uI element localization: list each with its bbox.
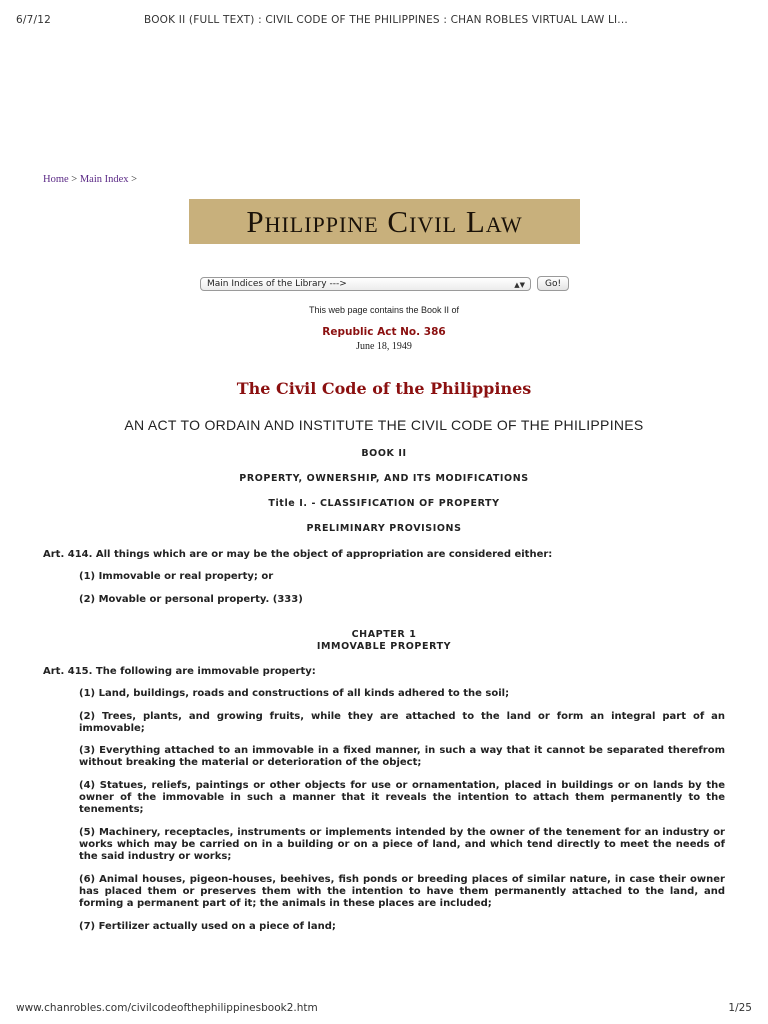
breadcrumb-main-index-link[interactable]: Main Index [79,174,129,185]
article-415-item: (1) Land, buildings, roads and constructions of all kinds adhered to the soil; [79,688,510,699]
article-415-item: (6) Animal houses, pigeon-houses, beehives, fish ponds or breeding places of similar nature, in case their owner has placed them or preserves them with the intention to have them permanently attached to the land, and forming a permanent part of it; the animals in these places are included; [79,874,725,909]
article-414: Art. 414. All things which are or may be the object of appropriation are considered either: [43,549,553,560]
title-heading: Title I. - CLASSIFICATION OF PROPERTY [268,498,500,509]
print-url: www.chanrobles.com/civilcodeofthephilippinesbook2.htm [16,1002,318,1014]
library-index-select[interactable] [200,277,531,291]
intro-text: This web page contains the Book II of [308,305,460,315]
print-page-number: 1/25 [728,1002,752,1014]
article-415-item: (5) Machinery, receptacles, instruments or implements intended by the owner of the tenement for an industry or works which may be carried on in a building or on a piece of land, and which tend directly to meet the needs of the said industry or works; [79,827,725,862]
code-title: The Civil Code of the Philippines [236,379,532,398]
print-page-title: BOOK II (FULL TEXT) : CIVIL CODE OF THE PHILIPPINES : CHAN ROBLES VIRTUAL LAW LI... [144,14,628,26]
breadcrumb-separator: > [131,174,138,185]
preliminary-heading: PRELIMINARY PROVISIONS [306,523,462,534]
act-number: Republic Act No. 386 [322,326,446,338]
article-415: Art. 415. The following are immovable property: [43,666,316,677]
select-value: Main Indices of the Library ---> [207,278,347,289]
banner-text: Philippine Civil Law [246,203,523,239]
chapter-heading [0,629,768,653]
print-date: 6/7/12 [16,14,51,26]
book-heading: BOOK II [361,448,407,459]
breadcrumb-home-link[interactable]: Home [43,174,69,185]
site-banner-logo [189,199,580,244]
article-414-item: (2) Movable or personal property. (333) [79,594,303,605]
article-415-item: (3) Everything attached to an immovable in a fixed manner, in such a way that it cannot be separated therefrom without breaking the material or deterioration of the object; [79,745,725,768]
property-heading: PROPERTY, OWNERSHIP, AND ITS MODIFICATIONS [239,473,529,484]
go-button[interactable]: Go! [537,276,569,291]
article-414-item: (1) Immovable or real property; or [79,571,274,582]
act-title: AN ACT TO ORDAIN AND INSTITUTE THE CIVIL CODE OF THE PHILIPPINES [124,417,644,433]
article-415-item: (2) Trees, plants, and growing fruits, while they are attached to the land or form an integral part of an immovable; [79,711,725,734]
select-arrows-icon: ▲▼ [514,280,525,289]
chapter-name: IMMOVABLE PROPERTY [316,641,452,652]
breadcrumb [43,174,137,185]
library-nav [200,276,569,291]
article-415-item: (7) Fertilizer actually used on a piece of land; [79,921,336,932]
act-date: June 18, 1949 [356,341,412,352]
chapter-number: CHAPTER 1 [351,629,417,640]
breadcrumb-separator: > [71,174,78,185]
article-415-item: (4) Statues, reliefs, paintings or other objects for use or ornamentation, placed in buildings or on lands by the owner of the immovable in such a manner that it reveals the intention to attach them permanently to the tenements; [79,780,725,815]
